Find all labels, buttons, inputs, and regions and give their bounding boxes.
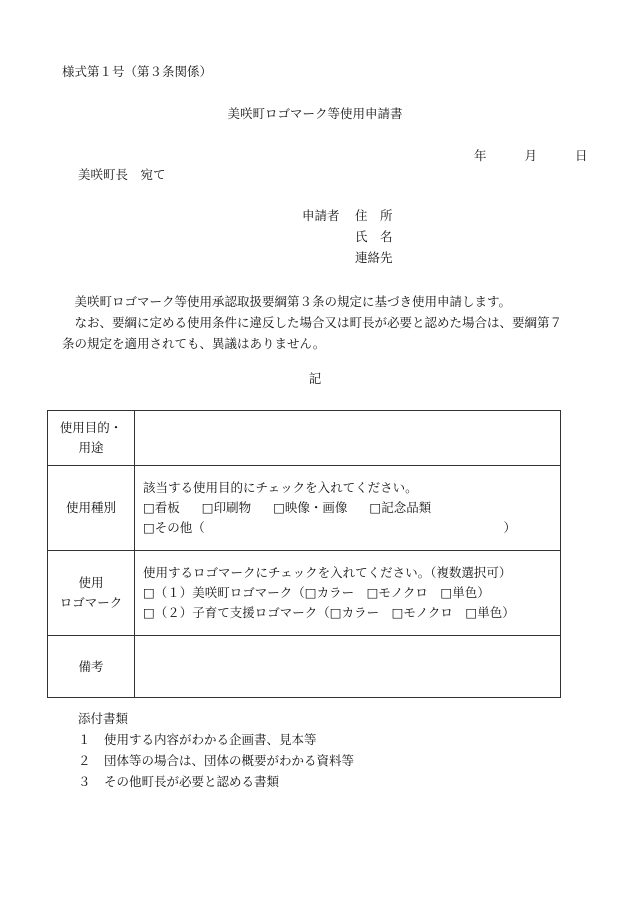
logo-option-town[interactable]: □（１）美咲町ロゴマーク（□カラー □モノクロ □単色）: [143, 585, 490, 600]
applicant-name-label: 氏 名: [355, 229, 393, 244]
attachments-title: 添付書類: [78, 711, 129, 726]
type-option-souvenir[interactable]: □記念品類: [369, 500, 432, 515]
table-row-type: [48, 466, 561, 551]
body-text: [62, 291, 572, 354]
logo-option-childcare[interactable]: □（２）子育て支援ロゴマーク（□カラー □モノクロ □単色）: [143, 605, 515, 620]
logo-field: [135, 551, 561, 636]
body-paragraph-1: 美咲町ロゴマーク等使用承認取扱要綱第３条の規定に基づき使用申請します。: [74, 294, 512, 309]
remarks-field[interactable]: [135, 636, 561, 698]
type-option-video[interactable]: □映像・画像: [273, 500, 348, 515]
attachment-text: その他町長が必要と認める書類: [104, 774, 280, 789]
applicant-label: 申請者: [302, 208, 340, 223]
applicant-address-label: 住 所: [355, 208, 393, 223]
date-month: 月: [524, 148, 537, 163]
type-option-signboard[interactable]: □看板: [143, 500, 180, 515]
attachment-text: 団体等の場合は、団体の概要がわかる資料等: [104, 753, 355, 768]
logo-header-line-1: 使用: [78, 575, 104, 590]
attachment-number: ３: [78, 774, 91, 789]
type-option-other[interactable]: □その他（: [143, 520, 205, 535]
logo-header-line-2: ロゴマーク: [59, 595, 123, 610]
date-year: 年: [474, 148, 487, 163]
ki-heading: 記: [308, 371, 322, 386]
type-option-print[interactable]: □印刷物: [201, 500, 252, 515]
addressee: 美咲町長 宛て: [78, 167, 166, 182]
table-row-remarks: [48, 636, 561, 698]
type-option-other-line: [143, 518, 552, 538]
attachment-item: [78, 774, 279, 790]
form-number: 様式第１号（第３条関係）: [62, 64, 213, 79]
attachment-item: [78, 732, 317, 748]
attachment-text: 使用する内容がわかる企画書、見本等: [104, 732, 317, 747]
purpose-header: [48, 411, 135, 466]
type-options: [143, 498, 552, 518]
attachment-number: ２: [78, 753, 91, 768]
logo-instruction: 使用するロゴマークにチェックを入れてください。（複数選択可）: [143, 565, 512, 580]
document-title: 美咲町ロゴマーク等使用申請書: [227, 106, 403, 121]
attachment-number: １: [78, 732, 91, 747]
logo-header: [48, 551, 135, 636]
type-header: 使用種別: [48, 466, 135, 551]
body-paragraph-2: なお、要綱に定める使用条件に違反した場合又は町長が必要と認めた場合は、要綱第７条の規定を適用されても、異議はありません。: [62, 315, 563, 351]
attachment-item: [78, 753, 354, 769]
purpose-field[interactable]: [135, 411, 561, 466]
applicant-contact-label: 連絡先: [355, 250, 393, 265]
table-row-purpose: [48, 411, 561, 466]
remarks-header: 備考: [48, 636, 135, 698]
type-instruction: 該当する使用目的にチェックを入れてください。: [143, 480, 418, 495]
table-row-logo: [48, 551, 561, 636]
type-field: [135, 466, 561, 551]
date-line: [474, 148, 587, 164]
purpose-header-line-1: 使用目的・: [59, 420, 123, 435]
type-option-other-close: ）: [503, 520, 516, 535]
application-table: [47, 410, 561, 698]
date-day: 日: [574, 148, 588, 163]
purpose-header-line-2: 用途: [78, 440, 104, 455]
